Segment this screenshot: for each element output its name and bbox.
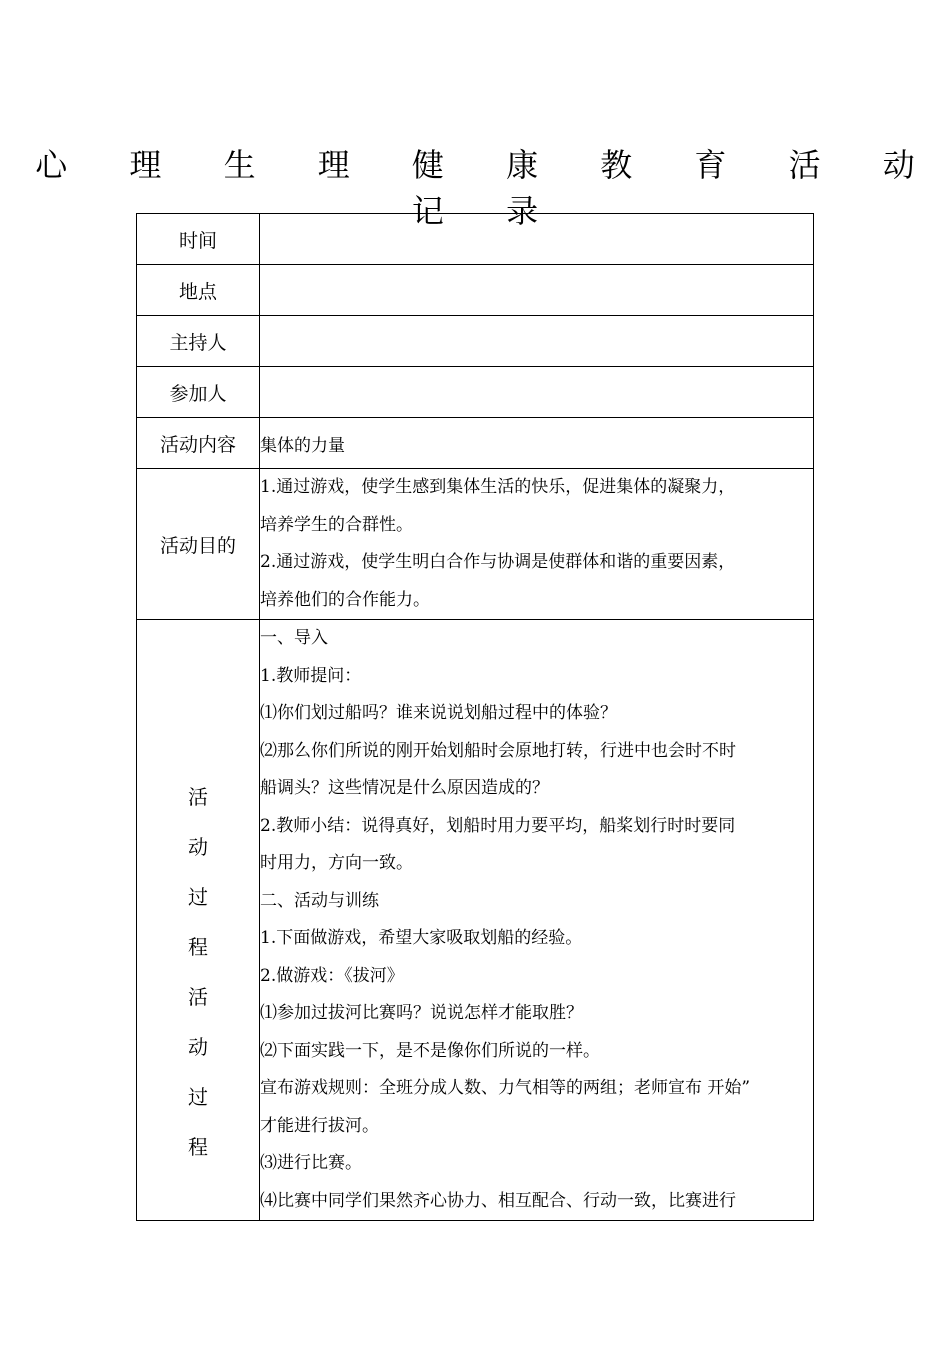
goal-content [260,469,814,620]
table-row [137,620,814,1221]
host-label: 主持人 [137,316,260,367]
table-row [137,367,814,418]
process-line: 才能进行拔河。 [260,1115,379,1136]
goal-line: 培养他们的合作能力。 [260,589,430,610]
time-value [260,214,814,265]
process-line: 2.做游戏：《拔河》 [260,965,404,986]
table-row [137,214,814,265]
goal-label: 活动目的 [137,469,260,620]
process-line: 宣布游戏规则：全班分成人数、力气相等的两组；老师宣布 开始” [260,1078,751,1098]
table-row [137,316,814,367]
table-row [137,265,814,316]
process-line: 1.教师提问： [260,665,362,686]
content-value: 集体的力量 [260,418,814,469]
process-label [137,620,260,1221]
process-label-char: 动 [188,835,208,859]
participants-label: 参加人 [137,367,260,418]
process-line: ⑵那么你们所说的刚开始划船时会原地打转，行进中也会时不时 [260,740,736,761]
table-row [137,469,814,620]
page-title: 心 理 生 理 健 康 教 育 活 动 记 录 [35,146,941,230]
goal-line: 培养学生的合群性。 [260,514,413,535]
process-label-char: 程 [188,1135,208,1159]
process-label-char: 活 [188,785,208,809]
process-line: ⑴你们划过船吗？谁来说说划船过程中的体验？ [260,703,617,723]
process-line: 1.下面做游戏，希望大家吸取划船的经验。 [260,928,583,948]
process-line: ⑴参加过拔河比赛吗？说说怎样才能取胜？ [260,1003,583,1023]
table-row [137,418,814,469]
process-label-char: 活 [188,985,208,1009]
process-line: 时用力，方向一致。 [260,853,413,873]
process-label-char: 过 [188,885,208,909]
process-line: 一、导入 [260,628,328,648]
process-line: 2.教师小结：说得真好，划船时用力要平均，船桨划行时时要同 [260,815,736,836]
process-label-char: 程 [188,935,208,959]
host-value [260,316,814,367]
process-content [260,620,814,1221]
process-line: ⑷比赛中同学们果然齐心协力、相互配合、行动一致，比赛进行 [260,1190,736,1211]
place-label: 地点 [137,265,260,316]
process-line: 二、活动与训练 [260,890,379,911]
process-line: 船调头？这些情况是什么原因造成的？ [260,778,549,798]
content-label: 活动内容 [137,418,260,469]
process-line: ⑵下面实践一下，是不是像你们所说的一样。 [260,1040,600,1061]
activity-record-table [136,213,814,1221]
process-label-char: 动 [188,1035,208,1059]
place-value [260,265,814,316]
goal-line: 2.通过游戏，使学生明白合作与协调是使群体和谐的重要因素， [260,552,736,572]
process-line: ⑶进行比赛。 [260,1153,362,1173]
process-label-char: 过 [188,1085,208,1109]
goal-line: 1.通过游戏，使学生感到集体生活的快乐，促进集体的凝聚力， [260,477,736,497]
participants-value [260,367,814,418]
time-label: 时间 [137,214,260,265]
